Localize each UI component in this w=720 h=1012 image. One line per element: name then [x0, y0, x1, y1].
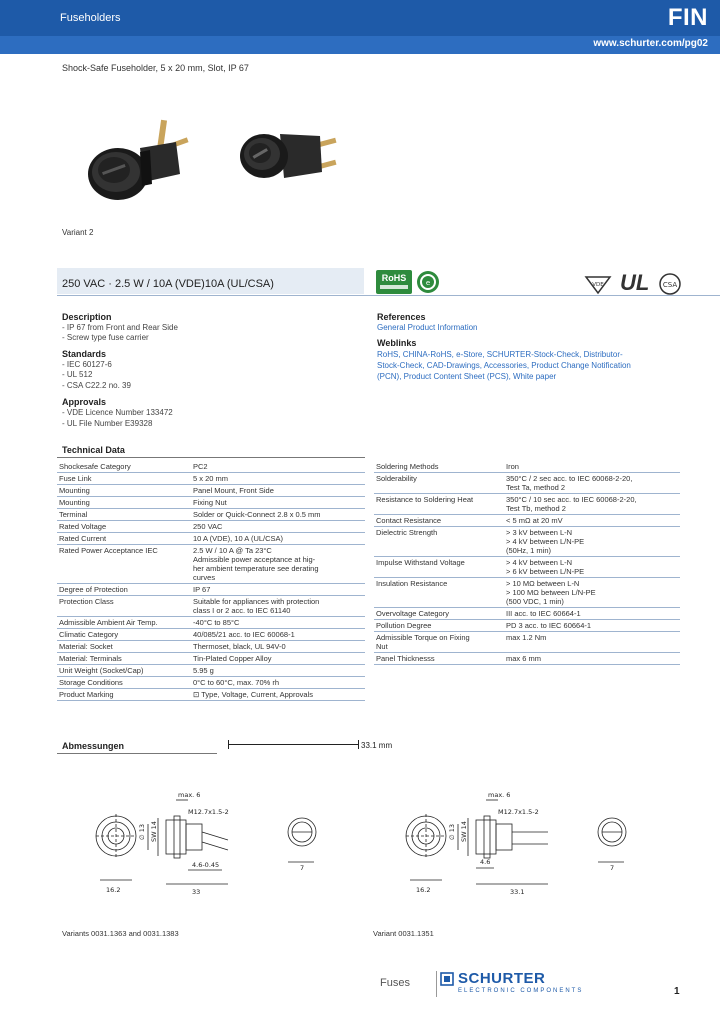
spec-value [191, 665, 365, 677]
spec-key [374, 473, 504, 494]
spec-key [374, 632, 504, 653]
svg-text:7: 7 [300, 864, 305, 872]
brand-subtitle: ELECTRONIC COMPONENTS [458, 988, 584, 994]
spec-value-line: < 5 mΩ at 20 mV [506, 516, 563, 525]
spec-key [57, 629, 191, 641]
spec-value [504, 608, 680, 620]
description-item: - IP 67 from Front and Rear Side [62, 323, 178, 332]
spec-key-line: Overvoltage Category [376, 609, 449, 618]
svg-text:max. 6: max. 6 [178, 791, 201, 799]
standards-item: - UL 512 [62, 370, 93, 379]
spec-key [57, 596, 191, 617]
spec-value-line: Suitable for appliances with protection [193, 597, 320, 606]
spec-value [504, 557, 680, 578]
brand-logo: SCHURTER [458, 970, 546, 987]
fuseholder-photo-variant-b [232, 118, 342, 213]
standards-item: - CSA C22.2 no. 39 [62, 381, 131, 390]
product-subtitle: Shock-Safe Fuseholder, 5 x 20 mm, Slot, IP 67 [62, 63, 249, 73]
rating-text: 250 VAC · 2.5 W / 10A (VDE)10A (UL/CSA) [62, 278, 274, 290]
spec-value [191, 473, 365, 485]
spec-key [57, 461, 191, 473]
svg-text:SW 14: SW 14 [460, 821, 468, 842]
spec-key-line: Admissible Torque on Fixing [376, 633, 470, 642]
footer-section-label: Fuses [380, 977, 410, 989]
svg-text:e: e [425, 279, 431, 287]
spec-key-line: Pollution Degree [376, 621, 432, 630]
spec-value-line: Fixing Nut [193, 498, 227, 507]
spec-key [374, 620, 504, 632]
spec-key [57, 473, 191, 485]
spec-key [57, 665, 191, 677]
spec-value [504, 653, 680, 665]
spec-value-line: (50Hz, 1 min) [506, 546, 552, 555]
technical-data-rule [57, 457, 365, 458]
dimensions-rule [57, 753, 217, 754]
table-row [57, 521, 365, 533]
dimension-drawing-left [88, 788, 348, 898]
spec-value [191, 509, 365, 521]
svg-text:max. 6: max. 6 [488, 791, 511, 799]
weblinks-line[interactable]: (PCN), Product Content Sheet (PCS), White paper [377, 372, 557, 381]
spec-value-line: > 100 MΩ between L/N-PE [506, 588, 596, 597]
spec-key-line: Solderability [376, 474, 417, 483]
spec-value-line: 250 VAC [193, 522, 223, 531]
approvals-item: - UL File Number E39328 [62, 419, 153, 428]
spec-key-line: Insulation Resistance [376, 579, 448, 588]
spec-key-line: Dielectric Strength [376, 528, 438, 537]
table-row [374, 620, 680, 632]
table-row [57, 533, 365, 545]
spec-value-line: 350°C / 2 sec acc. to IEC 60068-2-20, [506, 474, 633, 483]
spec-value [191, 689, 365, 701]
table-row [57, 689, 365, 701]
spec-value-line: Tin-Plated Copper Alloy [193, 654, 272, 663]
svg-text:4.6-0.45: 4.6-0.45 [192, 861, 220, 869]
spec-key [57, 677, 191, 689]
spec-value-line: 40/085/21 acc. to IEC 60068-1 [193, 630, 295, 639]
svg-text:∅ 13: ∅ 13 [138, 824, 146, 840]
spec-value-line: Panel Mount, Front Side [193, 486, 274, 495]
spec-key-line: Storage Conditions [59, 678, 123, 687]
table-row [374, 557, 680, 578]
spec-key-line: Rated Current [59, 534, 107, 543]
spec-value-line: PD 3 acc. to IEC 60664-1 [506, 621, 592, 630]
scale-tick [358, 740, 359, 749]
table-row [374, 473, 680, 494]
spec-value-line: > 4 kV between L/N-PE [506, 537, 585, 546]
spec-value [504, 473, 680, 494]
csa-approval-icon [658, 272, 682, 296]
spec-value-line: > 6 kV between L/N-PE [506, 567, 585, 576]
spec-key [57, 485, 191, 497]
category-label: Fuseholders [60, 12, 121, 24]
spec-value [504, 494, 680, 515]
spec-value [191, 617, 365, 629]
svg-text:16.2: 16.2 [106, 886, 121, 894]
table-row [374, 461, 680, 473]
description-item: - Screw type fuse carrier [62, 333, 149, 342]
spec-value [191, 545, 365, 584]
spec-key-line: Mounting [59, 498, 90, 507]
spec-value [504, 578, 680, 608]
table-row [57, 461, 365, 473]
svg-text:4.6: 4.6 [480, 858, 491, 866]
spec-value-line: 350°C / 10 sec acc. to IEC 60068-2-20, [506, 495, 637, 504]
china-rohs-icon [416, 270, 440, 294]
spec-value-line: IP 67 [193, 585, 211, 594]
spec-value-line: max 1.2 Nm [506, 633, 547, 642]
spec-key [374, 515, 504, 527]
spec-key [57, 689, 191, 701]
spec-value-line: curves [193, 573, 216, 582]
table-row [57, 677, 365, 689]
technical-data-title: Technical Data [62, 445, 125, 455]
spec-key-line: Rated Voltage [59, 522, 107, 531]
table-row [57, 545, 365, 584]
spec-key [57, 509, 191, 521]
table-row [57, 617, 365, 629]
spec-value-line: 10 A (VDE), 10 A (UL/CSA) [193, 534, 284, 543]
spec-key-line: Soldering Methods [376, 462, 439, 471]
spec-key [57, 545, 191, 584]
spec-key-line: Unit Weight (Socket/Cap) [59, 666, 144, 675]
spec-key-line: Contact Resistance [376, 516, 442, 525]
spec-key [57, 521, 191, 533]
svg-text:33: 33 [192, 888, 201, 896]
dimension-drawing-right [398, 788, 658, 898]
spec-value-line: 5 x 20 mm [193, 474, 229, 483]
table-row [57, 596, 365, 617]
table-row [57, 584, 365, 596]
spec-value-line: Solder or Quick-Connect 2.8 x 0.5 mm [193, 510, 321, 519]
spec-key-line: Resistance to Soldering Heat [376, 495, 474, 504]
schurter-logo-icon [440, 972, 454, 986]
table-row [374, 527, 680, 557]
table-row [374, 578, 680, 608]
spec-value [191, 584, 365, 596]
spec-value-line: -40°C to 85°C [193, 618, 240, 627]
spec-key-line: Material: Terminals [59, 654, 122, 663]
ul-approval-icon: UL [620, 270, 650, 295]
spec-value [191, 629, 365, 641]
spec-value-line: her ambient temperature see derating [193, 564, 319, 573]
spec-key [57, 584, 191, 596]
table-row [374, 653, 680, 665]
table-row [57, 653, 365, 665]
table-row [374, 608, 680, 620]
spec-value-line: III acc. to IEC 60664-1 [506, 609, 581, 618]
spec-value [191, 641, 365, 653]
spec-key-line: Rated Power Acceptance IEC [59, 546, 158, 555]
svg-text:7: 7 [610, 864, 615, 872]
spec-key-line: Impulse Withstand Voltage [376, 558, 465, 567]
scale-label: 33.1 mm [361, 741, 393, 750]
table-row [374, 632, 680, 653]
spec-key-line: Degree of Protection [59, 585, 128, 594]
spec-value-line: Admissible power acceptance at hig- [193, 555, 316, 564]
references-title: References [377, 312, 426, 322]
spec-key [374, 527, 504, 557]
table-row [57, 665, 365, 677]
spec-value [191, 677, 365, 689]
spec-key [57, 641, 191, 653]
table-row [57, 641, 365, 653]
description-title: Description [62, 312, 112, 322]
spec-value [504, 515, 680, 527]
spec-value [191, 596, 365, 617]
spec-value-line: Test Tb, method 2 [506, 504, 566, 513]
spec-value-line: (500 VDC, 1 min) [506, 597, 564, 606]
spec-key-line: Product Marking [59, 690, 114, 699]
table-row [57, 497, 365, 509]
spec-value [191, 533, 365, 545]
spec-value-line: class I or 2 acc. to IEC 61140 [193, 606, 291, 615]
standards-title: Standards [62, 349, 107, 359]
photo-caption: Variant 2 [62, 228, 94, 237]
spec-value [191, 461, 365, 473]
spec-value [191, 497, 365, 509]
spec-key [57, 497, 191, 509]
spec-key-line: Material: Socket [59, 642, 113, 651]
spec-value-line: 2.5 W / 10 A @ Ta 23°C [193, 546, 272, 555]
spec-value-line: Test Ta, method 2 [506, 483, 566, 492]
page-number: 1 [674, 986, 680, 997]
approvals-title: Approvals [62, 397, 107, 407]
spec-key [57, 533, 191, 545]
approvals-item: - VDE Licence Number 133472 [62, 408, 173, 417]
spec-key [374, 494, 504, 515]
dimension-caption-right: Variant 0031.1351 [373, 929, 434, 938]
spec-value-line: PC2 [193, 462, 208, 471]
dimensions-title: Abmessungen [62, 741, 125, 751]
dimension-caption-left: Variants 0031.1363 and 0031.1383 [62, 929, 179, 938]
spec-value-line: Thermoset, black, UL 94V-0 [193, 642, 286, 651]
spec-key [374, 461, 504, 473]
spec-key-line: Nut [376, 642, 388, 651]
spec-key [374, 608, 504, 620]
table-row [57, 473, 365, 485]
table-row [374, 494, 680, 515]
spec-key-line: Climatic Category [59, 630, 119, 639]
spec-key-line: Admissible Ambient Air Temp. [59, 618, 158, 627]
spec-value [504, 632, 680, 653]
spec-value [191, 653, 365, 665]
technical-data-table-left [57, 461, 365, 701]
weblinks-line[interactable]: RoHS, CHINA-RoHS, e-Store, SCHURTER-Stock-Check, Distributor- [377, 350, 623, 359]
spec-value [504, 620, 680, 632]
technical-data-table-right [374, 461, 680, 665]
spec-value [191, 521, 365, 533]
spec-value-line: > 10 MΩ between L-N [506, 579, 580, 588]
svg-text:VDE: VDE [592, 282, 604, 288]
spec-key-line: Shockesafe Category [59, 462, 131, 471]
spec-value [504, 461, 680, 473]
reference-link[interactable]: General Product Information [377, 323, 478, 332]
product-code: FIN [667, 4, 708, 31]
website-link[interactable]: www.schurter.com/pg02 [593, 38, 708, 49]
spec-key [374, 557, 504, 578]
table-row [57, 629, 365, 641]
svg-text:33.1: 33.1 [510, 888, 525, 896]
table-row [57, 485, 365, 497]
svg-text:M12.7x1.5-2: M12.7x1.5-2 [498, 808, 539, 816]
spec-key [374, 653, 504, 665]
spec-value-line: Iron [506, 462, 519, 471]
spec-value [504, 527, 680, 557]
table-row [57, 509, 365, 521]
weblinks-line[interactable]: Stock-Check, CAD-Drawings, Accessories, Product Change Notification [377, 361, 631, 370]
spec-value-line: max 6 mm [506, 654, 542, 663]
svg-text:SW 14: SW 14 [150, 821, 158, 842]
spec-value-line: > 4 kV between L-N [506, 558, 573, 567]
spec-value [191, 485, 365, 497]
spec-key-line: Panel Thicknesss [376, 654, 435, 663]
spec-value-line: 5.95 g [193, 666, 214, 675]
spec-key-line: Mounting [59, 486, 90, 495]
svg-text:M12.7x1.5-2: M12.7x1.5-2 [188, 808, 229, 816]
spec-value-line: 0°C to 60°C, max. 70% rh [193, 678, 280, 687]
rohs-icon: RoHS [376, 270, 412, 294]
weblinks-title: Weblinks [377, 338, 417, 348]
spec-value-line: ⊡ Type, Voltage, Current, Approvals [193, 690, 313, 699]
spec-key [374, 578, 504, 608]
spec-key [57, 617, 191, 629]
svg-text:∅ 13: ∅ 13 [448, 824, 456, 840]
spec-value-line: > 3 kV between L-N [506, 528, 573, 537]
spec-key-line: Protection Class [59, 597, 114, 606]
vde-approval-icon [584, 273, 612, 295]
table-row [374, 515, 680, 527]
svg-text:16.2: 16.2 [416, 886, 431, 894]
svg-text:CSA: CSA [662, 281, 678, 289]
spec-key [57, 653, 191, 665]
spec-key-line: Fuse Link [59, 474, 92, 483]
spec-key-line: Terminal [59, 510, 88, 519]
standards-item: - IEC 60127-6 [62, 360, 112, 369]
fuseholder-photo-variant-a [80, 112, 200, 222]
scale-bar [228, 744, 358, 745]
footer-separator [436, 971, 437, 997]
